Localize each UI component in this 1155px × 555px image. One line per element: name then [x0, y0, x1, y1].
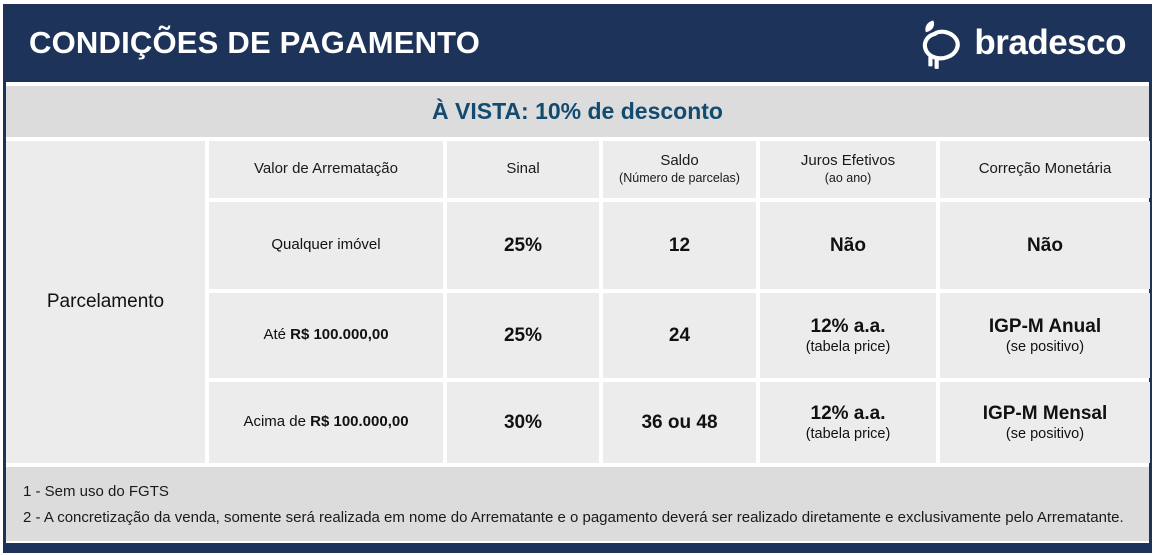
bradesco-logo — [915, 17, 1126, 69]
bradesco-tree-icon — [915, 17, 965, 69]
valor-prefix: Até — [263, 326, 291, 344]
column-header-label: Valor de Arrematação — [254, 160, 398, 178]
table-row-3-valor — [209, 382, 443, 463]
table-row-2-saldo — [603, 293, 756, 378]
column-header-sub: (ao ano) — [824, 171, 872, 186]
column-header-juros — [760, 141, 936, 198]
table-row-3-saldo — [603, 382, 756, 463]
valor-prefix: Acima de — [243, 413, 311, 431]
cell-value: 25% — [503, 234, 543, 256]
footnote-2: 2 - A concretização da venda, somente será realizada em nome do Arrematante e o pagamento deverá ser realizado diretamente e exclusivamente pelo Arrematante. — [23, 509, 1124, 527]
column-header-label: Correção Monetária — [978, 160, 1112, 178]
bradesco-wordmark: bradesco — [974, 23, 1126, 62]
cell-subvalue: (tabela price) — [805, 339, 891, 356]
row-group-label-parcelamento: Parcelamento — [6, 141, 205, 463]
valor-prefix: Qualquer imóvel — [271, 236, 381, 254]
cell-subvalue: (se positivo) — [1005, 426, 1085, 443]
column-header-correcao — [940, 141, 1150, 198]
cell-value: IGP-M Anual — [988, 315, 1102, 337]
page-title: CONDIÇÕES DE PAGAMENTO — [29, 25, 481, 60]
cell-value: 30% — [503, 411, 543, 433]
table-row-3-sinal — [447, 382, 599, 463]
page-header — [3, 4, 1152, 82]
column-header-sub: (Número de parcelas) — [619, 171, 740, 186]
frame-bottom-bar — [3, 543, 1152, 553]
column-header-label: Juros Efetivos — [800, 152, 896, 170]
column-header-label: Sinal — [506, 160, 540, 178]
payment-table — [6, 141, 1150, 463]
table-row-2-correcao — [940, 293, 1150, 378]
cell-value: 36 ou 48 — [641, 411, 718, 433]
table-row-2-sinal — [447, 293, 599, 378]
cell-value: Não — [1027, 234, 1063, 256]
column-header-label: Saldo — [660, 152, 699, 170]
cell-value: 25% — [503, 324, 543, 346]
cell-value: 24 — [668, 324, 691, 346]
table-row-2-juros — [760, 293, 936, 378]
column-header-valor — [209, 141, 443, 198]
valor-amount: R$ 100.000,00 — [310, 413, 409, 431]
table-row-3-correcao — [940, 382, 1150, 463]
table-row-1-sinal — [447, 202, 599, 289]
cell-value: IGP-M Mensal — [982, 402, 1108, 424]
footnote-1: 1 - Sem uso do FGTS — [23, 483, 169, 500]
table-row-1-saldo — [603, 202, 756, 289]
cash-discount-banner — [6, 86, 1149, 137]
cell-subvalue: (se positivo) — [1005, 339, 1085, 356]
cell-value: 12 — [668, 234, 691, 256]
footnotes — [6, 467, 1149, 541]
column-header-saldo — [603, 141, 756, 198]
table-row-3-juros — [760, 382, 936, 463]
cash-discount-text: À VISTA: 10% de desconto — [432, 98, 723, 124]
table-row-1-valor — [209, 202, 443, 289]
column-header-sinal — [447, 141, 599, 198]
cell-value: 12% a.a. — [810, 315, 886, 337]
table-row-1-correcao — [940, 202, 1150, 289]
cell-subvalue: (tabela price) — [805, 426, 891, 443]
cell-value: 12% a.a. — [810, 402, 886, 424]
table-row-2-valor — [209, 293, 443, 378]
valor-amount: R$ 100.000,00 — [290, 326, 389, 344]
table-row-1-juros — [760, 202, 936, 289]
cell-value: Não — [830, 234, 866, 256]
